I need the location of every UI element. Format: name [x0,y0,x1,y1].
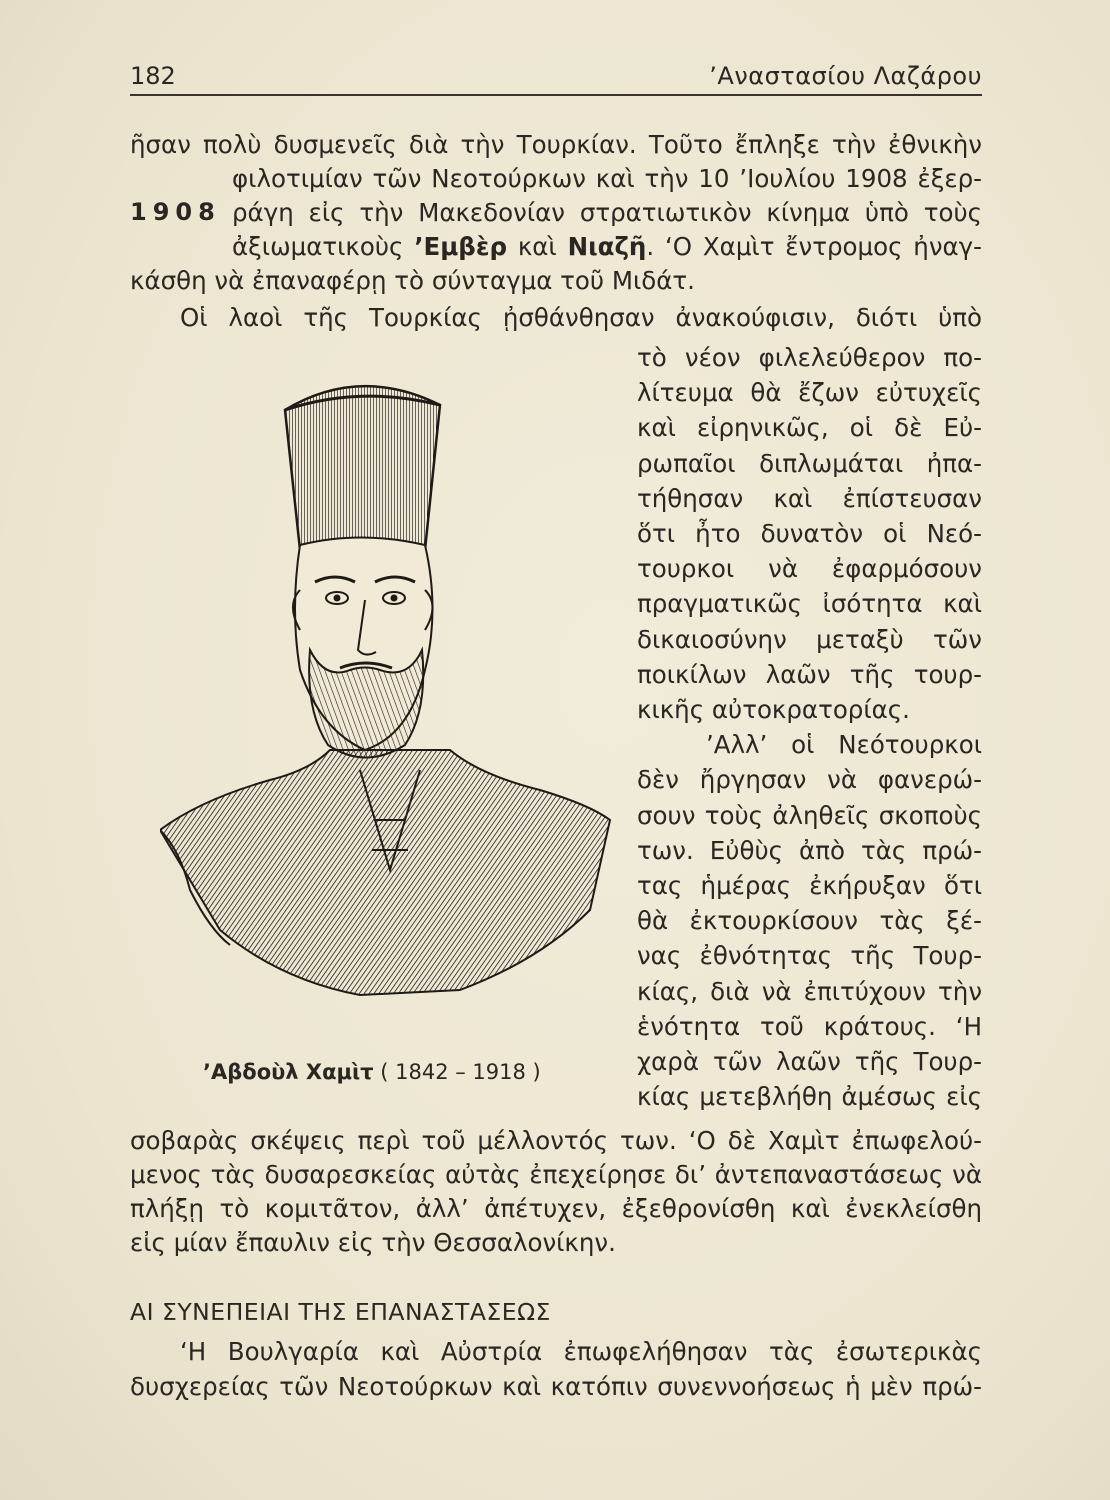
text-line: πλήξῃ τὸ κομιτᾶτον, ἀλλ’ ἀπέτυχεν, ἐξεθρονίσθη καὶ ἐνεκλείσθη [130,1194,982,1223]
text-line: κάσθη νὰ ἐπαναφέρῃ τὸ σύνταγμα τοῦ Μιδάτ. [130,266,695,295]
text-line: καὶ εἰρηνικῶς, οἱ δὲ Εὐ- [637,413,982,443]
text-line: σουν τοὺς ἀληθεῖς σκοποὺς [637,800,982,830]
text-line: ράγη εἰς τὴν Μακεδονίαν στρατιωτικὸν κίνημα ὑπὸ τοὺς [232,198,982,227]
portrait-caption [203,1060,541,1084]
text-line: λίτευμα θὰ ἔζων εὐτυχεῖς [637,378,982,408]
text-line: τας ἡμέρας ἐκήρυξαν ὅτι [637,871,982,900]
page-header [130,58,982,96]
text-line: ’Αλλ’ οἱ Νεότουρκοι [706,730,982,760]
text-line: σοβαρὰς σκέψεις περὶ τοῦ μέλλοντός των. ‘Ο δὲ Χαμὶτ ἐπωφελού- [130,1126,982,1155]
text-line: μενος τὰς δυσαρεσκείας αὐτὰς ἐπεχείρησε δι’ ἀντεπαναστάσεως νὰ [130,1160,982,1189]
running-head: ’Αναστασίου Λαζάρου [709,62,982,90]
caption-name: ’Αβδοὺλ Χαμὶτ [203,1060,374,1084]
text-line: φιλοτιμίαν τῶν Νεοτούρκων καὶ τὴν 10 ’Ιουλίου 1908 ἐξερ- [232,164,982,193]
text-line: τήθησαν καὶ ἐπίστευσαν [637,483,982,513]
name-niazi: Νιαζῆ [567,232,647,261]
text-line: δυσχερείας τῶν Νεοτούρκων καὶ κατόπιν συνεννοήσεως ἡ μὲν πρώ- [130,1372,982,1401]
text-line: εἰς μίαν ἔπαυλιν εἰς τὴν Θεσσαλονίκην. [130,1228,616,1257]
portrait-engraving [160,350,620,1040]
text-line: κίας μετεβλήθη ἀμέσως εἰς [637,1082,982,1112]
text-line: δικαιοσύνην μεταξὺ τῶν [637,624,982,654]
text-line: νας ἐθνότητας τῆς Τουρ- [637,941,982,971]
text-line: τουρκοι νὰ ἐφαρμόσουν [637,554,982,584]
name-enver: ’Εμβὲρ [414,232,508,261]
text-line: ‘Η Βουλγαρία καὶ Αὐστρία ἐπωφελήθησαν τὰς ἐσωτερικὰς [180,1337,982,1366]
text-line: ρωπαῖοι διπλωμάται ἠπα- [637,448,982,478]
text-line: τὸ νέον φιλελεύθερον πο- [637,343,982,372]
text-line: των. Εὐθὺς ἀπὸ τὰς πρώ- [637,835,982,865]
text-line: ἀξιωματικοὺς ’Εμβὲρ καὶ Νιαζῆ. ‘Ο Χαμὶτ ἔντρομος ἠναγ- [232,232,982,261]
text-line: ἑνότητα τοῦ κράτους. ‘Η [637,1011,982,1041]
margin-year-note: 1908 [130,198,221,226]
text-line: πραγματικῶς ἰσότητα καὶ [637,589,982,619]
text-line: ὅτι ἦτο δυνατὸν οἱ Νεό- [637,519,982,548]
text-line: κικῆς αὐτοκρατορίας. [637,695,910,724]
text-line: θὰ ἐκτουρκίσουν τὰς ξέ- [637,906,982,936]
text-line: δὲν ἤργησαν νὰ φανερώ- [637,765,982,795]
text-line: χαρὰ τῶν λαῶν τῆς Τουρ- [637,1047,982,1076]
text-line: ῆσαν πολὺ δυσμενεῖς διὰ τὴν Τουρκίαν. Τοῦτο ἔπληξε τὴν ἐθνικὴν [130,130,982,159]
text-line: ποικίλων λαῶν τῆς τουρ- [637,659,982,689]
page-number: 182 [130,62,176,90]
text-line: Οἱ λαοὶ τῆς Τουρκίας ᾐσθάνθησαν ἀνακούφισιν, διότι ὑπὸ [180,303,982,332]
caption-dates: ( 1842 – 1918 ) [380,1060,541,1084]
section-heading: ΑΙ ΣΥΝΕΠΕΙΑΙ ΤΗΣ ΕΠΑΝΑΣΤΑΣΕΩΣ [130,1298,551,1326]
text-line: κίας, διὰ νὰ ἐπιτύχουν τὴν [637,976,982,1006]
